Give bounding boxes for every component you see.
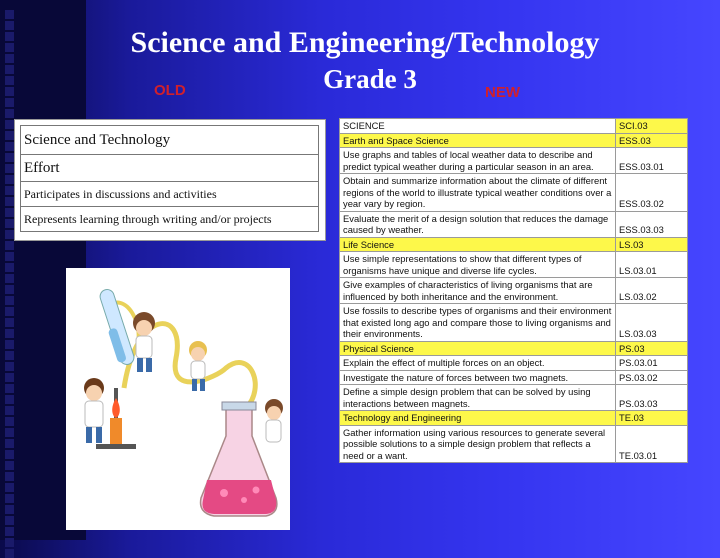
table-cell-code: TE.03 bbox=[616, 411, 688, 426]
decorative-square bbox=[5, 120, 14, 129]
decorative-square bbox=[5, 516, 14, 525]
decorative-square bbox=[5, 373, 14, 382]
decorative-square bbox=[5, 505, 14, 514]
decorative-square bbox=[5, 76, 14, 85]
decorative-square bbox=[5, 483, 14, 492]
decorative-square bbox=[5, 472, 14, 481]
decorative-square bbox=[5, 538, 14, 547]
table-row bbox=[21, 182, 319, 207]
decorative-square bbox=[5, 131, 14, 140]
table-row bbox=[340, 148, 688, 174]
decorative-square bbox=[5, 274, 14, 283]
decorative-squares bbox=[5, 10, 25, 540]
decorative-square bbox=[5, 450, 14, 459]
table-cell-code: ESS.03.01 bbox=[616, 148, 688, 174]
table-row bbox=[340, 425, 688, 463]
table-cell-code: LS.03.02 bbox=[616, 278, 688, 304]
decorative-square bbox=[5, 461, 14, 470]
decorative-square bbox=[5, 527, 14, 536]
science-lab-illustration-svg bbox=[66, 268, 290, 530]
decorative-square bbox=[5, 43, 14, 52]
table-cell: Represents learning through writing and/or projects bbox=[21, 207, 319, 232]
table-row bbox=[340, 237, 688, 252]
table-row bbox=[21, 155, 319, 182]
decorative-square bbox=[5, 32, 14, 41]
decorative-square bbox=[5, 384, 14, 393]
decorative-square bbox=[5, 329, 14, 338]
table-cell-description: Use graphs and tables of local weather data to describe and predict typical weather during a particular season in an area. bbox=[340, 148, 616, 174]
decorative-square bbox=[5, 21, 14, 30]
decorative-square bbox=[5, 164, 14, 173]
table-cell-description: Obtain and summarize information about the climate of different regions of the world to illustrate typical weather conditions over a year vary by region. bbox=[340, 174, 616, 212]
table-cell-code: LS.03.03 bbox=[616, 304, 688, 342]
table-cell-code: PS.03.02 bbox=[616, 370, 688, 385]
decorative-square bbox=[5, 285, 14, 294]
decorative-square bbox=[5, 142, 14, 151]
decorative-square bbox=[5, 494, 14, 503]
decorative-square bbox=[5, 65, 14, 74]
old-label: OLD bbox=[154, 82, 186, 99]
table-cell-code: LS.03.01 bbox=[616, 252, 688, 278]
table-row bbox=[340, 385, 688, 411]
table-cell-code: TE.03.01 bbox=[616, 425, 688, 463]
table-cell-description: Earth and Space Science bbox=[340, 133, 616, 148]
old-standards-panel bbox=[14, 119, 326, 241]
decorative-square bbox=[5, 98, 14, 107]
decorative-square bbox=[5, 406, 14, 415]
decorative-square bbox=[5, 417, 14, 426]
decorative-square bbox=[5, 395, 14, 404]
decorative-square bbox=[5, 428, 14, 437]
table-cell-code: PS.03 bbox=[616, 341, 688, 356]
decorative-square bbox=[5, 241, 14, 250]
table-row bbox=[340, 356, 688, 371]
decorative-square bbox=[5, 153, 14, 162]
table-cell-description: SCIENCE bbox=[340, 119, 616, 134]
table-cell-code: ESS.03.03 bbox=[616, 211, 688, 237]
decorative-square bbox=[5, 263, 14, 272]
decorative-square bbox=[5, 186, 14, 195]
table-cell-description: Technology and Engineering bbox=[340, 411, 616, 426]
slide-subtitle: Grade 3 bbox=[323, 64, 417, 94]
table-row bbox=[340, 252, 688, 278]
decorative-square bbox=[5, 230, 14, 239]
table-row bbox=[340, 370, 688, 385]
new-label: NEW bbox=[485, 84, 520, 101]
table-cell-code: ESS.03 bbox=[616, 133, 688, 148]
table-cell-description: Define a simple design problem that can be solved by using interactions between magnets. bbox=[340, 385, 616, 411]
table-cell: Science and Technology bbox=[21, 126, 319, 155]
table-cell-description: Gather information using various resources to generate several possible solutions to a simple design problem that reflects a need or a want. bbox=[340, 425, 616, 463]
table-row bbox=[340, 341, 688, 356]
table-row bbox=[340, 278, 688, 304]
decorative-square bbox=[5, 175, 14, 184]
decorative-square bbox=[5, 362, 14, 371]
table-cell-description: Explain the effect of multiple forces on an object. bbox=[340, 356, 616, 371]
table-cell-code: SCI.03 bbox=[616, 119, 688, 134]
decorative-square bbox=[5, 439, 14, 448]
table-cell-description: Use fossils to describe types of organisms and their environment that existed long ago and compare those to living organisms and their environments. bbox=[340, 304, 616, 342]
table-cell-code: LS.03 bbox=[616, 237, 688, 252]
table-cell-code: PS.03.01 bbox=[616, 356, 688, 371]
new-standards-table bbox=[339, 118, 688, 463]
table-row bbox=[340, 211, 688, 237]
table-cell-code: ESS.03.02 bbox=[616, 174, 688, 212]
table-cell-description: Evaluate the merit of a design solution that reduces the damage caused by weather. bbox=[340, 211, 616, 237]
decorative-square bbox=[5, 318, 14, 327]
table-row bbox=[21, 126, 319, 155]
decorative-square bbox=[5, 549, 14, 558]
decorative-square bbox=[5, 219, 14, 228]
decorative-square bbox=[5, 340, 14, 349]
old-standards-table bbox=[20, 125, 319, 232]
science-lab-illustration bbox=[66, 268, 290, 530]
table-row bbox=[21, 207, 319, 232]
decorative-square bbox=[5, 54, 14, 63]
decorative-square bbox=[5, 351, 14, 360]
decorative-square bbox=[5, 87, 14, 96]
table-cell-description: Physical Science bbox=[340, 341, 616, 356]
table-cell-description: Investigate the nature of forces between two magnets. bbox=[340, 370, 616, 385]
table-row bbox=[340, 133, 688, 148]
table-cell: Participates in discussions and activities bbox=[21, 182, 319, 207]
table-cell-description: Give examples of characteristics of living organisms that are influenced by both inheritance and the environment. bbox=[340, 278, 616, 304]
decorative-square bbox=[5, 109, 14, 118]
table-row bbox=[340, 411, 688, 426]
decorative-square bbox=[5, 307, 14, 316]
table-cell-description: Use simple representations to show that different types of organisms have unique and diverse life cycles. bbox=[340, 252, 616, 278]
decorative-square bbox=[5, 208, 14, 217]
decorative-square bbox=[5, 197, 14, 206]
table-cell: Effort bbox=[21, 155, 319, 182]
slide-title: Science and Engineering/Technology bbox=[130, 26, 600, 59]
decorative-square bbox=[5, 252, 14, 261]
table-row bbox=[340, 119, 688, 134]
table-cell-description: Life Science bbox=[340, 237, 616, 252]
decorative-square bbox=[5, 296, 14, 305]
table-row bbox=[340, 174, 688, 212]
table-row bbox=[340, 304, 688, 342]
decorative-square bbox=[5, 10, 14, 19]
table-cell-code: PS.03.03 bbox=[616, 385, 688, 411]
